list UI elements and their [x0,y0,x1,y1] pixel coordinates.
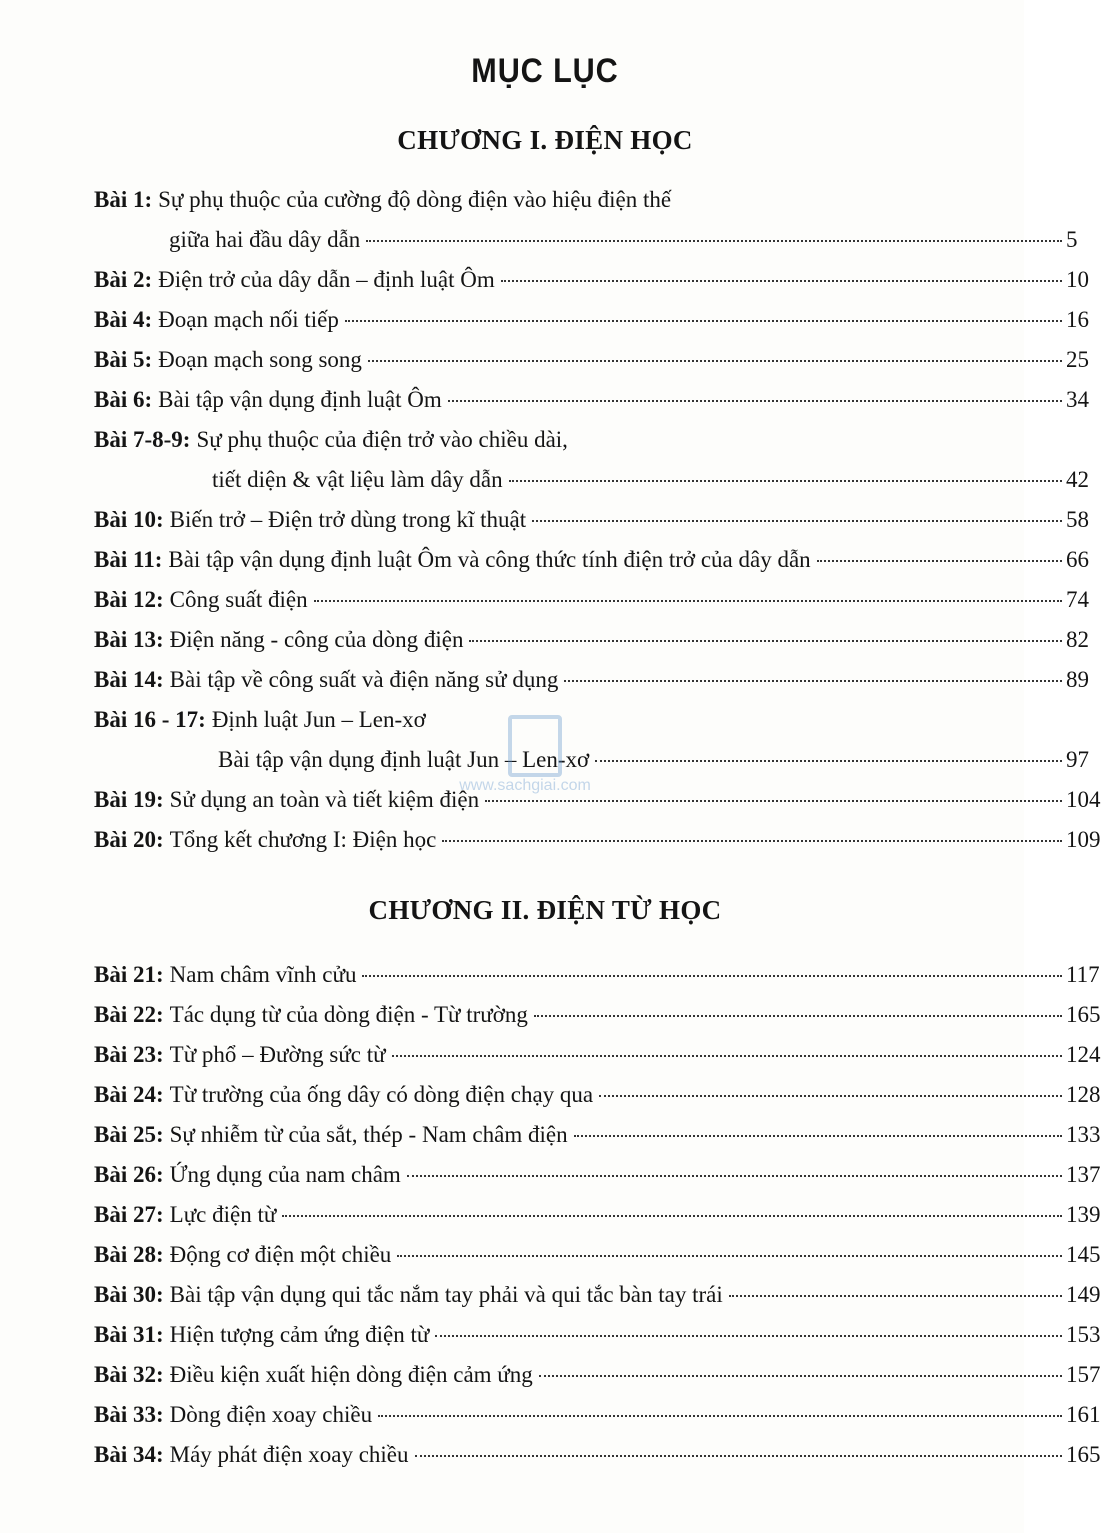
lesson-title: Dòng điện xoay chiều [169,1402,373,1427]
dot-leader [599,1095,1062,1097]
lesson-title: tiết diện & vật liệu làm dây dẫn [212,467,503,492]
toc-entry [94,420,1094,500]
page-number-clip [1066,260,1094,300]
dot-leader [442,840,1062,842]
dot-leader [729,1295,1062,1297]
dot-leader [366,240,1062,242]
page-number: 124 [1066,1042,1101,1067]
lesson-title: Hiện tượng cảm ứng điện từ [169,1322,430,1347]
toc-entry [94,995,1101,1035]
page-number-clip [1066,1155,1101,1195]
dot-leader [415,1455,1062,1457]
lesson-title: Động cơ điện một chiều [169,1242,392,1267]
lesson-label: Bài 24: [94,1082,164,1107]
toc-entry-line [94,1035,1101,1075]
toc-entry-line [94,420,1094,460]
toc-entry-line [94,460,1094,500]
page-number: 82 [1066,627,1089,652]
dot-leader [448,400,1062,402]
lesson-title: Bài tập về công suất và điện năng sử dụng [169,667,559,692]
dot-leader [392,1055,1062,1057]
lesson-title: Từ phổ – Đường sức từ [169,1042,386,1067]
dot-leader [469,640,1062,642]
toc-entry [94,580,1094,620]
page-number-clip [1066,1315,1101,1355]
lesson-title: Biến trở – Điện trở dùng trong kĩ thuật [169,507,527,532]
lesson-title: Tổng kết chương I: Điện học [169,827,437,852]
dot-leader [282,1215,1062,1217]
lesson-label: Bài 16 - 17: [94,707,206,732]
toc-entry-line [94,955,1100,995]
page-number: 145 [1066,1242,1101,1267]
toc-entry [94,340,1094,380]
page-number: 16 [1066,307,1089,332]
toc-entry-line [94,820,1101,860]
dot-leader [362,975,1062,977]
page-number-clip [1066,380,1094,420]
lesson-label: Bài 34: [94,1442,164,1467]
toc-entry-line [94,180,1094,220]
toc-entry-line [94,1235,1101,1275]
lesson-label: Bài 19: [94,787,164,812]
toc-entry-line [94,220,1094,260]
toc-entry [94,1395,1101,1435]
lesson-title: Đoạn mạch nối tiếp [158,307,339,332]
dot-leader [397,1255,1062,1257]
lesson-label: Bài 14: [94,667,164,692]
toc-entry-line [94,1275,1101,1315]
page-title: MỤC LỤC [471,52,619,90]
page-number: 157 [1066,1362,1101,1387]
dot-leader [817,560,1062,562]
lesson-label: Bài 2: [94,267,153,292]
toc-entry-line [94,540,1094,580]
page-number: 165 [1066,1442,1101,1467]
lesson-label: Bài 10: [94,507,164,532]
lesson-title: Bài tập vận dụng qui tắc nắm tay phải và qui tắc bàn tay trái [169,1282,723,1307]
page-number-clip [1066,340,1094,380]
dot-leader [345,320,1062,322]
lesson-label: Bài 28: [94,1242,164,1267]
dot-leader [407,1175,1062,1177]
page-number-clip [1066,300,1094,340]
lesson-title: Nam châm vĩnh cửu [169,962,357,987]
lesson-label: Bài 4: [94,307,153,332]
lesson-title: Điện trở của dây dẫn – định luật Ôm [158,267,495,292]
toc-entry [94,1435,1101,1475]
page-number-clip [1066,1275,1101,1315]
dot-leader [485,800,1062,802]
page-number-clip [1066,1115,1101,1155]
lesson-title: Sự nhiễm từ của sắt, thép - Nam châm điện [169,1122,568,1147]
page-number: 139 [1066,1202,1101,1227]
toc-entry [94,500,1094,540]
toc-entry [94,1075,1101,1115]
page-number-clip [1066,660,1094,700]
dot-leader [509,480,1062,482]
dot-leader [378,1415,1062,1417]
toc-entry-line [94,1195,1101,1235]
page-number-clip [1066,1035,1101,1075]
page-number: 117 [1066,962,1100,987]
page-number: 161 [1066,1402,1101,1427]
lesson-title: Từ trường của ống dây có dòng điện chạy qua [169,1082,594,1107]
page-number-clip [1066,1395,1101,1435]
page-number: 137 [1066,1162,1101,1187]
lesson-title: Máy phát điện xoay chiều [169,1442,409,1467]
page-number-clip [1066,620,1094,660]
lesson-title: Ứng dụng của nam châm [169,1162,401,1187]
toc-entry [94,1155,1101,1195]
page-number: 42 [1066,467,1089,492]
dot-leader [564,680,1062,682]
lesson-label: Bài 7-8-9: [94,427,191,452]
dot-leader [539,1375,1062,1377]
toc-entry [94,1355,1101,1395]
toc-entry-line [94,500,1094,540]
page-number: 104 [1066,787,1101,812]
toc-entry-line [94,660,1094,700]
page-number-clip [1066,220,1094,260]
page-number-clip [1066,1355,1101,1395]
toc-entry [94,300,1094,340]
watermark-text: www.sachgiai.com [459,777,591,794]
toc-entry-line [94,300,1094,340]
dot-leader [368,360,1062,362]
page-number-clip [1066,740,1094,780]
chapter-heading: CHƯƠNG II. ĐIỆN TỪ HỌC [368,895,722,925]
dot-leader [595,760,1062,762]
lesson-title: Điều kiện xuất hiện dòng điện cảm ứng [169,1362,533,1387]
chapter-1-entry-list [94,180,1101,860]
lesson-title: Bài tập vận dụng định luật Jun – Len-xơ [218,747,590,772]
lesson-title: Công suất điện [169,587,308,612]
toc-entry [94,1195,1101,1235]
toc-entry-line [94,1395,1101,1435]
page-number-clip [1066,1075,1101,1115]
page-number-clip [1066,1435,1101,1475]
toc-entry-line [94,780,1101,820]
toc-entry-line [94,580,1094,620]
lesson-label: Bài 23: [94,1042,164,1067]
toc-entry-line [94,1355,1101,1395]
toc-entry [94,1315,1101,1355]
toc-entry [94,260,1094,300]
page-number-clip [1066,995,1101,1035]
dot-leader [314,600,1062,602]
toc-entry [94,1275,1101,1315]
lesson-title: Sự phụ thuộc của điện trở vào chiều dài, [196,427,568,452]
toc-entry [94,1115,1101,1155]
page-number: 25 [1066,347,1089,372]
page-number: 34 [1066,387,1089,412]
page-number: 10 [1066,267,1089,292]
page-number: 153 [1066,1322,1101,1347]
page-number-clip [1066,540,1094,580]
toc-entry [94,1035,1101,1075]
page-number-clip [1066,780,1101,820]
page-number: 66 [1066,547,1089,572]
page-number: 133 [1066,1122,1101,1147]
toc-entry-line [94,260,1094,300]
page-number-clip [1066,1235,1101,1275]
toc-entry [94,780,1101,820]
toc-entry [94,955,1100,995]
toc-entry-line [94,620,1094,660]
page-number-clip [1066,580,1094,620]
lesson-title: Đoạn mạch song song [158,347,362,372]
page-number: 89 [1066,667,1089,692]
dot-leader [534,1015,1062,1017]
lesson-label: Bài 6: [94,387,153,412]
lesson-label: Bài 25: [94,1122,164,1147]
toc-entry-line [94,995,1101,1035]
toc-entry [94,540,1094,580]
page-number: 74 [1066,587,1089,612]
dot-leader [501,280,1062,282]
page-number: 128 [1066,1082,1101,1107]
page-number: 97 [1066,747,1089,772]
lesson-title: Bài tập vận dụng định luật Ôm [158,387,442,412]
page-number: 149 [1066,1282,1101,1307]
toc-entry [94,700,1094,780]
toc-entry-line [94,380,1094,420]
toc-entry-line [94,1115,1101,1155]
lesson-label: Bài 12: [94,587,164,612]
lesson-label: Bài 30: [94,1282,164,1307]
lesson-label: Bài 32: [94,1362,164,1387]
toc-entry [94,1235,1101,1275]
page-number: 5 [1066,227,1078,252]
lesson-label: Bài 20: [94,827,164,852]
toc-entry [94,180,1094,260]
page-number-clip [1066,955,1100,995]
lesson-label: Bài 5: [94,347,153,372]
lesson-label: Bài 11: [94,547,163,572]
chapter-heading: CHƯƠNG I. ĐIỆN HỌC [397,125,693,155]
page-number-clip [1066,460,1094,500]
page-number-clip [1066,500,1094,540]
toc-entry-line [94,700,1094,740]
toc-entry [94,820,1101,860]
lesson-label: Bài 31: [94,1322,164,1347]
lesson-title: Lực điện từ [169,1202,277,1227]
lesson-label: Bài 27: [94,1202,164,1227]
page-number-clip [1066,820,1101,860]
toc-entry-line [94,1435,1101,1475]
chapter-2-entry-list [94,955,1101,1475]
lesson-label: Bài 21: [94,962,164,987]
lesson-title: Tác dụng từ của dòng điện - Từ trường [169,1002,528,1027]
toc-entry-line [94,740,1094,780]
page-number: 58 [1066,507,1089,532]
toc-entry [94,660,1094,700]
lesson-title: Sự phụ thuộc của cường độ dòng điện vào hiệu điện thế [158,187,672,212]
dot-leader [435,1335,1062,1337]
toc-entry-line [94,340,1094,380]
lesson-label: Bài 1: [94,187,153,212]
toc-entry [94,620,1094,660]
dot-leader [532,520,1062,522]
lesson-title: giữa hai đầu dây dẫn [169,227,361,252]
lesson-title: Bài tập vận dụng định luật Ôm và công thức tính điện trở của dây dẫn [168,547,811,572]
toc-entry [94,380,1094,420]
page-number: 109 [1066,827,1101,852]
page-number: 165 [1066,1002,1101,1027]
lesson-label: Bài 26: [94,1162,164,1187]
toc-entry-line [94,1075,1101,1115]
lesson-title: Định luật Jun – Len-xơ [211,707,426,732]
page-number-clip [1066,1195,1101,1235]
toc-entry-line [94,1155,1101,1195]
lesson-label: Bài 22: [94,1002,164,1027]
lesson-label: Bài 33: [94,1402,164,1427]
lesson-title: Điện năng - công của dòng điện [169,627,464,652]
dot-leader [574,1135,1062,1137]
lesson-label: Bài 13: [94,627,164,652]
toc-entry-line [94,1315,1101,1355]
lesson-title: Sử dụng an toàn và tiết kiệm điện [169,787,480,812]
